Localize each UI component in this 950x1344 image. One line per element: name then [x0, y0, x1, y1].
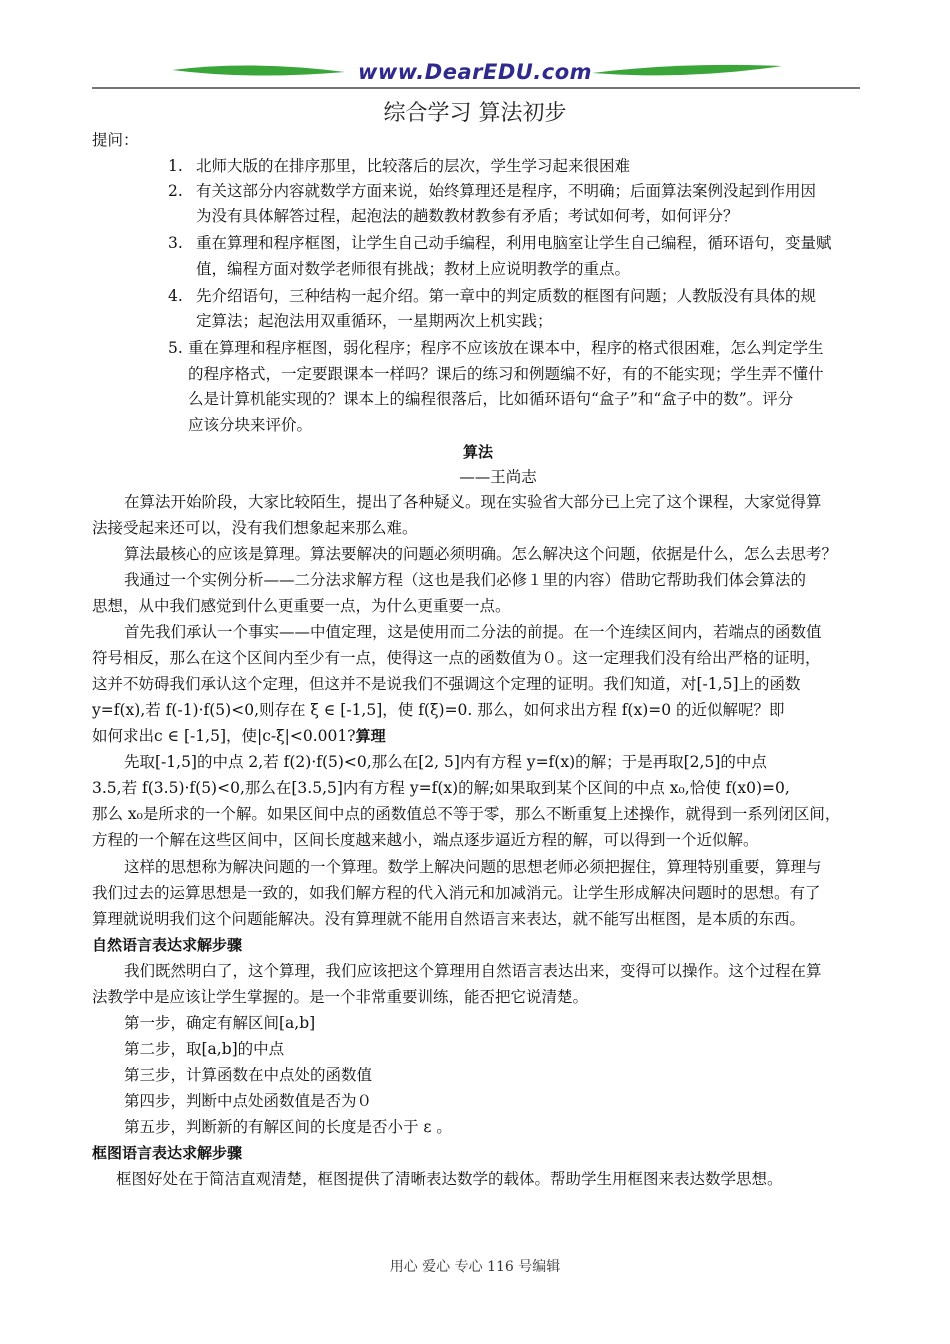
right-swoosh [592, 65, 782, 75]
paragraph-text: 我们既然明白了，这个算理，我们应该把这个算理用自然语言表达出来，变得可以操作。这个过程在算 [124, 962, 822, 980]
left-swoosh [172, 65, 345, 75]
page-header [0, 0, 950, 92]
step-item: 第三步，计算函数在中点处的函数值 [124, 1066, 373, 1084]
paragraph-text: 符号相反，那么在这个区间内至少有一点，使得这一点的函数值为０。这一定理我们没有给出严格的证明， [92, 649, 821, 667]
page-title: 综合学习 算法初步 [383, 101, 567, 126]
question-5-number: 5. [168, 339, 183, 357]
inline-heading: 算理 [355, 727, 386, 745]
author: ——王尚志 [459, 468, 537, 486]
step-item: 第五步，判断新的有解区间的长度是否小于 ε 。 [124, 1118, 452, 1136]
heading-natural-language: 自然语言表达求解步骤 [92, 936, 243, 954]
question-4-number: 4. [168, 287, 183, 305]
paragraph-text: 3.5,若 f(3.5)·f(5)<0,那么在[3.5,5]内有方程 y=f(x)的解;如果取到某个区间的中点 x₀,恰使 f(x0)=0, [92, 779, 790, 797]
question-3-number: 3. [168, 234, 183, 252]
step-item: 第一步，确定有解区间[a,b] [124, 1014, 316, 1032]
paragraph-text: 思想，从中我们感觉到什么更重要一点，为什么更重要一点。 [92, 597, 511, 615]
step-item: 第二步，取[a,b]的中点 [124, 1040, 285, 1058]
step-item: 第四步，判断中点处函数值是否为０ [124, 1092, 373, 1110]
paragraph-text: 算理就说明我们这个问题能解决。没有算理就不能用自然语言来表达，就不能写出框图，是本质的东西。 [92, 910, 806, 928]
question-1-number: 1. [168, 157, 183, 175]
paragraph-text: 我们过去的运算思想是一致的，如我们解方程的代入消元和加减消元。让学生形成解决问题时的思想。有了 [92, 884, 821, 902]
question-5-text: 的程序格式，一定要跟课本一样吗？课后的练习和例题编不好，有的不能实现；学生弄不懂什 [188, 365, 824, 383]
paragraph-text: y=f(x),若 f(-1)·f(5)<0,则存在 ξ ∈ [-1,5]，使 f(ξ)=0. 那么，如何求出方程 f(x)=0 的近似解呢？即 [92, 701, 785, 719]
question-4-text: 先介绍语句，三种结构一起介绍。第一章中的判定质数的框图有问题；人教版没有具体的规 [196, 287, 817, 305]
paragraph-text: 算法最核心的应该是算理。算法要解决的问题必须明确。怎么解决这个问题，依据是什么，怎么去思考？ [124, 545, 838, 563]
question-5-text: 应该分块来评价。 [188, 416, 313, 434]
section-title: 算法 [462, 443, 493, 461]
paragraph-text: 法接受起来还可以，没有我们想象起来那么难。 [92, 519, 418, 537]
heading-flowchart-language: 框图语言表达求解步骤 [92, 1144, 243, 1162]
paragraph-text: 法教学中是应该让学生掌握的。是一个非常重要训练，能否把它说清楚。 [92, 988, 589, 1006]
page-footer: 用心 爱心 专心 116 号编辑 [389, 1259, 561, 1275]
site-logo: www.DearEDU.com [357, 60, 593, 84]
paragraph-text: 在算法开始阶段，大家比较陌生，提出了各种疑义。现在实验省大部分已上完了这个课程，大家觉得算 [124, 493, 822, 511]
question-3-text: 重在算理和程序框图，让学生自己动手编程，利用电脑室让学生自己编程，循环语句，变量赋 [196, 234, 832, 252]
paragraph-text: 如何求出c ∈ [-1,5]，使|c-ξ|<0.001? [92, 727, 356, 745]
paragraph-text: 首先我们承认一个事实——中值定理，这是使用而二分法的前提。在一个连续区间内，若端点的函数值 [124, 623, 822, 641]
paragraph-text: 框图好处在于简洁直观清楚，框图提供了清晰表达数学的载体。帮助学生用框图来表达数学思想。 [116, 1170, 783, 1188]
paragraph-text: 方程的一个解在这些区间中，区间长度越来越小，端点逐步逼近方程的解，可以得到一个近似解。 [92, 831, 759, 849]
question-1-text: 北师大版的在排序那里，比较落后的层次，学生学习起来很困难 [196, 157, 631, 175]
questions-label: 提问： [92, 131, 139, 149]
paragraph-text: 这样的思想称为解决问题的一个算理。数学上解决问题的思想老师必须把握住，算理特别重要，算理与 [124, 858, 822, 876]
question-2-number: 2. [168, 182, 183, 200]
question-5-text: 么是计算机能实现的？课本上的编程很落后，比如循环语句“盒子”和“盒子中的数”。评分 [188, 390, 794, 408]
paragraph-text: 那么 x₀是所求的一个解。如果区间中点的函数值总不等于零，那么不断重复上述操作，就得到一系列闭区间， [92, 805, 841, 823]
question-5-text: 重在算理和程序框图，弱化程序；程序不应该放在课本中，程序的格式很困难，怎么判定学生 [188, 339, 824, 357]
paragraph-text: 这并不妨碍我们承认这个定理，但这并不是说我们不强调这个定理的证明。我们知道，对[-1,5]上的函数 [92, 675, 801, 693]
question-3-text: 值，编程方面对数学老师很有挑战；教材上应说明教学的重点。 [196, 260, 631, 278]
paragraph-text: 我通过一个实例分析——二分法求解方程（这也是我们必修１里的内容）借助它帮助我们体会算法的 [124, 571, 807, 589]
paragraph-text: 先取[-1,5]的中点 2,若 f(2)·f(5)<0,那么在[2, 5]内有方程 y=f(x)的解；于是再取[2,5]的中点 [124, 753, 767, 771]
question-4-text: 定算法；起泡法用双重循环，一星期两次上机实践； [196, 312, 553, 330]
paragraph-text [92, 726, 386, 746]
question-2-text: 为没有具体解答过程，起泡法的趟数教材教参有矛盾；考试如何考，如何评分？ [196, 207, 739, 225]
question-2-text: 有关这部分内容就数学方面来说，始终算理还是程序，不明确；后面算法案例没起到作用因 [196, 182, 817, 200]
